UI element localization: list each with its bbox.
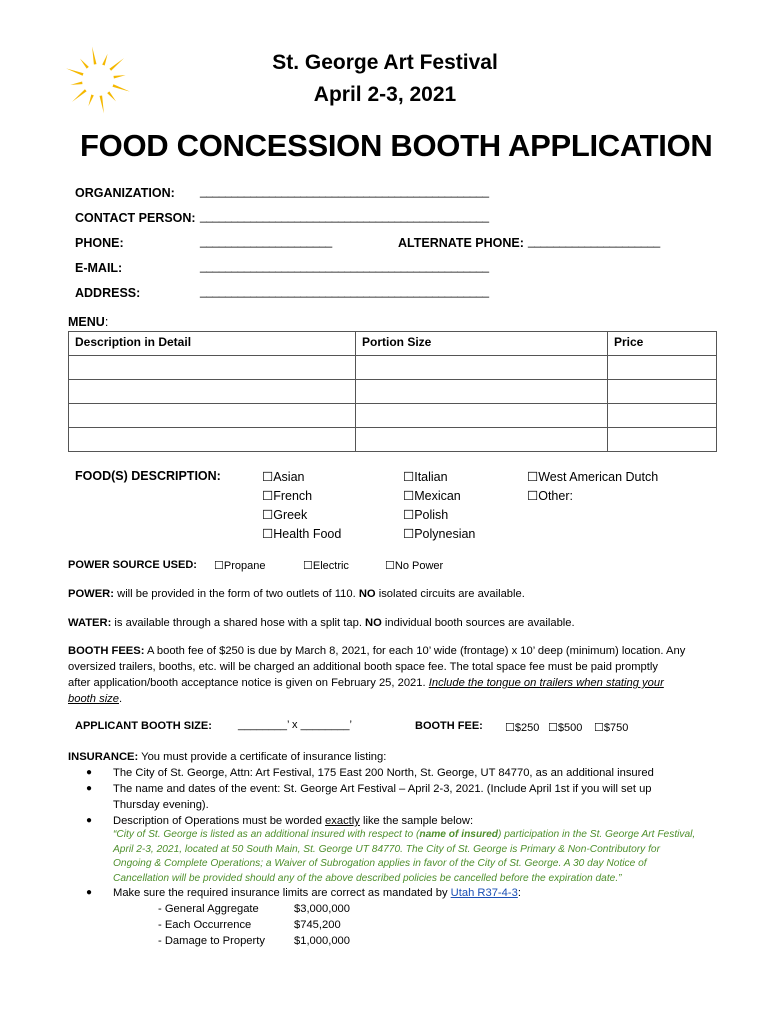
menu-table [68, 331, 717, 452]
utah-rule-link[interactable]: Utah R37-4-3 [450, 887, 518, 899]
checkbox-icon: ☐ [403, 470, 415, 484]
address-label: ADDRESS: [75, 286, 141, 300]
table-row [69, 404, 717, 428]
sun-logo-icon [62, 44, 134, 116]
checkbox-icon: ☐ [262, 527, 274, 541]
insurance-item-limits: Make sure the required insurance limits are correct as mandated by Utah R37-4-3: [113, 887, 521, 899]
booth-fees-paragraph: BOOTH FEES: A booth fee of $250 is due by March 8, 2021, for each 10’ wide (frontage) x 10’ deep (minimum) location. Any oversized trailers, booths, etc. will be charged an additional booth space fee. The total space fee must be paid promptly after application/booth acceptance notice is given on February 25, 2021. Include the tongue on trailers when stating your booth size. [68, 645, 686, 705]
checkbox-fee-250[interactable]: ☐$250 [505, 722, 540, 734]
alternate-phone-label: ALTERNATE PHONE: [398, 236, 524, 250]
checkbox-greek[interactable]: ☐Greek [262, 508, 308, 522]
organization-field[interactable]: ______________________________________________ [200, 184, 489, 198]
sun-ray [107, 91, 116, 101]
power-source-label: POWER SOURCE USED: [68, 559, 197, 571]
sun-ray [113, 84, 130, 91]
checkbox-asian[interactable]: ☐Asian [262, 470, 305, 484]
menu-cell-price[interactable] [608, 428, 717, 452]
email-field[interactable]: ______________________________________________ [200, 259, 489, 273]
menu-cell-price[interactable] [608, 404, 717, 428]
table-row [69, 380, 717, 404]
checkbox-icon: ☐ [403, 489, 415, 503]
insurance-item-additional-insured: The City of St. George, Attn: Art Festival, 175 East 200 North, St. George, UT 84770, as an additional insured [113, 767, 654, 779]
limit-general-aggregate-amount: $3,000,000 [294, 903, 350, 915]
sun-ray [80, 59, 89, 69]
menu-cell-description[interactable] [69, 380, 356, 404]
menu-cell-description[interactable] [69, 356, 356, 380]
checkbox-mexican[interactable]: ☐Mexican [403, 489, 461, 503]
checkbox-icon: ☐ [303, 560, 313, 572]
checkbox-icon: ☐ [262, 489, 274, 503]
menu-header-portion: Portion Size [356, 332, 608, 356]
festival-dates: April 2-3, 2021 [313, 83, 457, 106]
checkbox-polynesian[interactable]: ☐Polynesian [403, 527, 476, 541]
bullet-icon: ● [86, 783, 93, 794]
menu-header-price: Price [608, 332, 717, 356]
email-label: E-MAIL: [75, 261, 123, 275]
checkbox-icon: ☐ [403, 508, 415, 522]
address-field[interactable]: ______________________________________________ [200, 284, 489, 298]
menu-cell-price[interactable] [608, 380, 717, 404]
contact-person-label: CONTACT PERSON: [75, 211, 196, 225]
checkbox-italian[interactable]: ☐Italian [403, 470, 448, 484]
menu-heading: MENU: [68, 315, 109, 329]
checkbox-icon: ☐ [385, 560, 395, 572]
sun-ray [72, 89, 87, 102]
sun-ray [70, 82, 82, 85]
menu-cell-price[interactable] [608, 356, 717, 380]
limit-each-occurrence-name: - Each Occurrence [158, 919, 252, 931]
checkbox-no-power[interactable]: ☐No Power [385, 560, 444, 572]
checkbox-icon: ☐ [594, 722, 604, 734]
page-title: FOOD CONCESSION BOOTH APPLICATION [80, 128, 713, 163]
insurance-item-event-name: The name and dates of the event: St. George Art Festival – April 2-3, 2021. (Include April 1st if you will set up Thursday evening). [113, 783, 652, 811]
checkbox-icon: ☐ [505, 722, 515, 734]
menu-cell-description[interactable] [69, 428, 356, 452]
festival-name: St. George Art Festival [272, 51, 498, 74]
bullet-icon: ● [86, 815, 93, 826]
contact-person-field[interactable]: ______________________________________________ [200, 209, 489, 223]
menu-cell-description[interactable] [69, 404, 356, 428]
menu-cell-portion[interactable] [356, 356, 608, 380]
limit-damage-to-property-amount: $1,000,000 [294, 935, 350, 947]
alternate-phone-field[interactable]: _____________________ [528, 234, 660, 248]
sun-ray [66, 68, 83, 75]
booth-size-field[interactable]: ________’ x ________’ [238, 719, 352, 731]
checkbox-fee-750[interactable]: ☐$750 [594, 722, 629, 734]
checkbox-propane[interactable]: ☐Propane [214, 560, 266, 572]
sun-ray [102, 54, 107, 66]
water-statement: WATER: is available through a shared hose with a split tap. NO individual booth sources are available. [68, 617, 575, 629]
menu-cell-portion[interactable] [356, 380, 608, 404]
checkbox-icon: ☐ [262, 508, 274, 522]
checkbox-icon: ☐ [527, 470, 539, 484]
limit-each-occurrence-amount: $745,200 [294, 919, 341, 931]
insurance-sample-wording: “City of St. George is listed as an additional insured with respect to (name of insured) participation in the St. George Art Festival, April 2-3, 2021, located at 50 South Main, St. George UT 84770. The City of St. George is Primary & Non-Contributory for Ongoing & Complete Operations; a Waiver of Subrogation applies in favor of the City of St. George. A 30 day Notice of Cancellation will be provided should any of the above described policies be cancelled before the expiration date.” [113, 829, 696, 884]
checkbox-icon: ☐ [403, 527, 415, 541]
sun-ray [92, 47, 96, 65]
insurance-intro: INSURANCE: You must provide a certificate of insurance listing: [68, 751, 387, 763]
checkbox-icon: ☐ [262, 470, 274, 484]
sun-ray [88, 95, 93, 107]
table-row [69, 428, 717, 452]
checkbox-icon: ☐ [548, 722, 558, 734]
insurance-item-description: Description of Operations must be worded exactly like the sample below: [113, 815, 474, 827]
menu-cell-portion[interactable] [356, 428, 608, 452]
table-row [69, 356, 717, 380]
booth-fee-label: BOOTH FEE: [415, 720, 483, 732]
food-description-label: FOOD(S) DESCRIPTION: [75, 469, 221, 483]
limit-damage-to-property-name: - Damage to Property [158, 935, 265, 947]
menu-header-description: Description in Detail [69, 332, 356, 356]
power-statement: POWER: will be provided in the form of two outlets of 110. NO isolated circuits are available. [68, 588, 525, 600]
checkbox-west-american-dutch[interactable]: ☐West American Dutch [527, 470, 659, 484]
bullet-icon: ● [86, 887, 93, 898]
checkbox-health-food[interactable]: ☐Health Food [262, 527, 342, 541]
checkbox-french[interactable]: ☐French [262, 489, 313, 503]
limit-general-aggregate-name: - General Aggregate [158, 903, 259, 915]
sun-ray [109, 58, 124, 71]
menu-header-row [69, 332, 717, 356]
organization-label: ORGANIZATION: [75, 186, 175, 200]
menu-cell-portion[interactable] [356, 404, 608, 428]
sun-ray [114, 75, 126, 78]
checkbox-other[interactable]: ☐Other: [527, 489, 573, 503]
phone-field[interactable]: _____________________ [200, 234, 332, 248]
checkbox-icon: ☐ [214, 560, 224, 572]
checkbox-polish[interactable]: ☐Polish [403, 508, 449, 522]
sun-ray [100, 96, 104, 114]
bullet-icon: ● [86, 767, 93, 778]
checkbox-fee-500[interactable]: ☐$500 [548, 722, 583, 734]
checkbox-icon: ☐ [527, 489, 539, 503]
phone-label: PHONE: [75, 236, 124, 250]
booth-size-label: APPLICANT BOOTH SIZE: [75, 720, 212, 732]
checkbox-electric[interactable]: ☐Electric [303, 560, 349, 572]
